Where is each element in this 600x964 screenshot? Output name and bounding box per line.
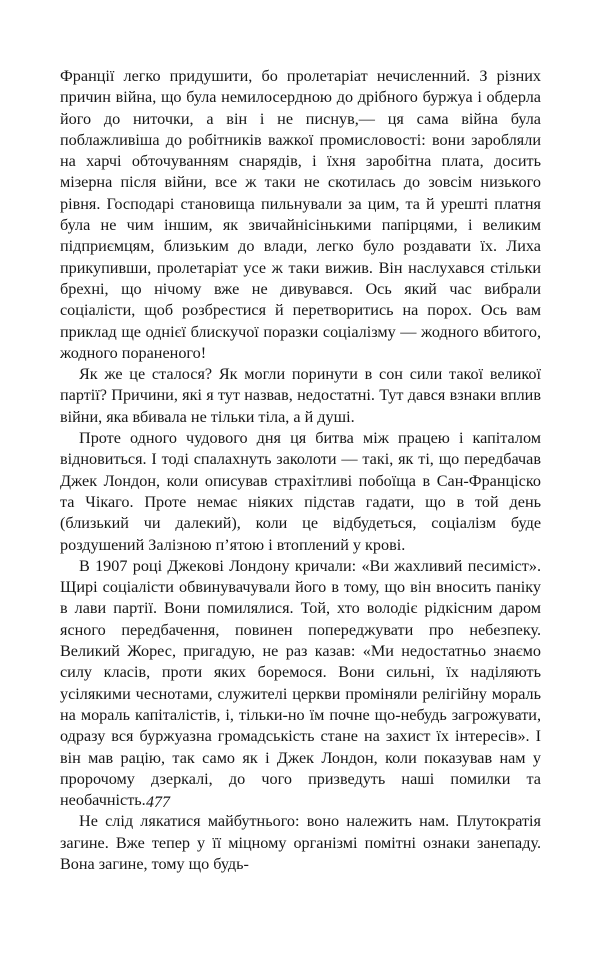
paragraph-1: Франції легко придушити, бо пролетаріат нечисленний. З різних причин війна, що була немилосердною до дрібного буржуа і обдерла його до ниточки, а він і не писнув,— ця сама війна була поблажливіша до робітників важкої промисловості: вони заробляли на харчі обточуванням снарядів, і їхня заробітна плата, досить мізерна після війни, все ж таки не скотилась до зовсім низького рівня. Господарі становища пильнували за цим, та й урешті платня була не чим іншим, як звичайнісінькими папірцями, і великим підприємцям, близьким до влади, легко було роздавати їх. Лиха прикупивши, пролетаріат усе ж таки вижив. Він наслухався стільки брехні, що нічому вже не дивувався. Ось який час вибрали соціалісти, щоб розбрестися й перетворитись на порох. Ось вам приклад ще однієї блискучої поразки соціалізму — жодного вбитого, жодного пораненого! (60, 67, 541, 362)
paragraph-4: В 1907 році Джекові Лондону кричали: «Ви жахливий песиміст». Щирі соціалісти обвинувачували його в тому, що він вносить паніку в лави партії. Вони помилялися. Той, хто володіє рідкісним даром ясного передбачення, повинен попереджувати про небезпеку. Великий Жорес, пригадую, не раз казав: «Ми недостатньо знаємо силу класів, проти яких боремося. Вони сильні, їх наділяють усілякими чеснотами, служителі церкви проміняли релігійну мораль на мораль капіталістів, і, тільки-но їм почне що-небудь загрожувати, одразу вся буржуазна громадськість стане на захист їх інтересів». І він мав рацію, так само як і Джек Лондон, коли показував нам у пророчому дзеркалі, до чого призведуть наші помилки та необачність. (60, 556, 541, 810)
page-body (60, 66, 541, 875)
paragraph-5: Не слід лякатися майбутнього: воно належить нам. Плутократія загине. Вже тепер у її міцному організмі помітні ознаки занепаду. Вона загине, тому що будь- (60, 812, 541, 873)
paragraph-2: Як же це сталося? Як могли поринути в сон сили такої великої партії? Причини, які я тут назвав, недостатні. Тут дався взнаки вплив війни, яка вбивала не тільки тіла, а й душі. (60, 365, 541, 426)
page-number: 477 (146, 794, 170, 811)
paragraph-3: Проте одного чудового дня ця битва між працею і капіталом відновиться. І тоді спалахнуть заколоти — такі, як ті, що передбачав Джек Лондон, коли описував страхітливі побоїща в Сан-Франціско та Чікаго. Проте немає ніяких підстав гадати, що в той день (близький чи далекий), коли це відбудеться, соціалізм буде роздушений Залізною п’ятою і втоплений у крові. (60, 429, 541, 554)
